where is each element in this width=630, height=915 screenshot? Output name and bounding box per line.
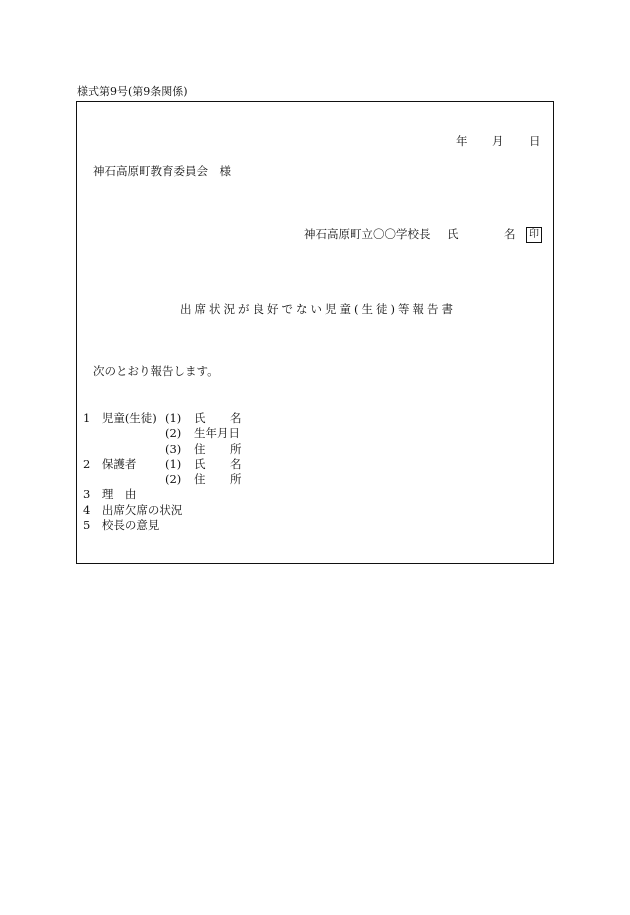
item-label: 3 理 由	[83, 487, 137, 501]
item-label: 1 児童(生徒)	[83, 411, 157, 425]
intro-text: 次のとおり報告します。	[93, 364, 219, 378]
item-field: 所	[230, 442, 242, 456]
item-field: 名	[230, 411, 242, 425]
sender-school: 神石高原町立〇〇学校長	[304, 227, 431, 241]
date-day-label: 日	[529, 134, 541, 148]
date-month-label: 月	[492, 134, 504, 148]
item-label: 4 出席欠席の状況	[83, 503, 183, 517]
item-field: 名	[230, 457, 242, 471]
item-label: 2 保護者	[83, 457, 137, 471]
item-sub-number: (2)	[165, 472, 182, 486]
item-field: 生年月日	[194, 426, 240, 440]
item-sub-number: (2)	[165, 426, 182, 440]
seal-mark: 印	[526, 227, 542, 243]
item-field: 住	[194, 442, 206, 456]
item-field: 所	[230, 472, 242, 486]
item-sub-number: (3)	[165, 442, 182, 456]
item-sub-number: (1)	[165, 457, 182, 471]
item-field: 住	[194, 472, 206, 486]
date-year-label: 年	[456, 134, 468, 148]
item-field: 氏	[194, 457, 206, 471]
sender-name-label-mei: 名	[504, 227, 516, 241]
sender-name-label-shi: 氏	[447, 227, 459, 241]
item-sub-number: (1)	[165, 411, 182, 425]
document-title: 出席状況が良好でない児童(生徒)等報告書	[180, 302, 456, 316]
recipient: 神石高原町教育委員会 様	[93, 164, 231, 178]
form-number: 様式第9号(第9条関係)	[77, 85, 188, 98]
item-label: 5 校長の意見	[83, 518, 160, 532]
item-field: 氏	[194, 411, 206, 425]
